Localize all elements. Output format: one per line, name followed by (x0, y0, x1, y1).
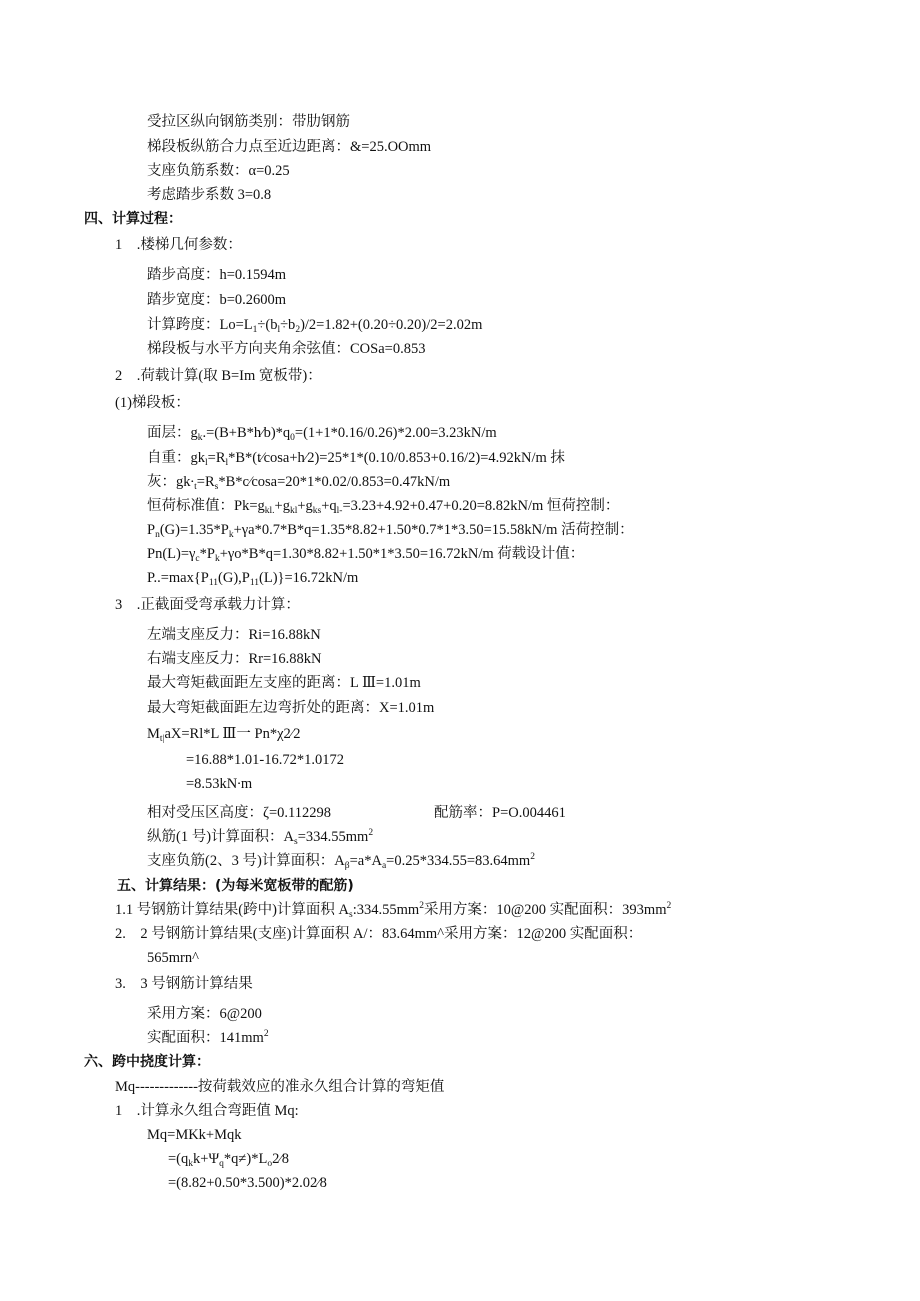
param-rebar-type: 受拉区纵向钢筋类别：带肋钢筋 (147, 114, 350, 130)
param-step-coef: 考虑踏步系数 3=0.8 (147, 187, 272, 203)
result-rebar-3: 3. 3 号钢筋计算结果 (115, 976, 253, 992)
self-weight: 自重：$gk_l=R_l*B*(t∕\cos a+h∕2)=25*1*(0.10/0.853+0.16/2)=4.92kN/m$ 抹 (147, 450, 565, 468)
section-4-heading: 四、计算过程： (84, 211, 182, 227)
result-rebar-2: 2. 2 号钢筋计算结果(支座)计算面积 A/：83.64mm^采用方案：12@200 实配面积： (115, 926, 643, 942)
step-width: 踏步宽度：b=0.2600m (147, 292, 287, 308)
mq-formula-1: Mq=MKk+Mqk (147, 1127, 242, 1143)
reinforcement-ratio: 配筋率：P=O.004461 (434, 805, 566, 821)
param-support-coef: 支座负筋系数：α=0.25 (147, 163, 290, 179)
plaster-load: 灰：$gk\cdot_t=R_s*B*c∕\cos a=20*1*0.02/0.853=0.47kN/m$ (147, 474, 451, 492)
left-reaction: 左端支座反力：Ri=16.88kN (147, 627, 321, 643)
load-title: 2 .荷载计算(取 B=Im 宽板带)： (115, 368, 322, 384)
moment-calc-1: =16.88*1.01-16.72*1.0172 (186, 752, 345, 768)
design-load: $P..=\max\{P_{11}(G),P_{11}(L)\}=16.72kN/m$ (147, 570, 359, 588)
mq-title: 1 .计算永久组合弯距值 Mq: (115, 1103, 299, 1119)
rebar-3-area: 实配面积：$141mm^2$ (147, 1029, 269, 1046)
right-reaction: 右端支座反力：Rr=16.88kN (147, 651, 322, 667)
compression-zone-height: 相对受压区高度：ζ=0.112298 (147, 805, 332, 821)
section-5-heading: 五、计算结果：(为每米宽板带的配筋) (117, 878, 354, 894)
mq-definition: Mq-------------按荷载效应的准永久组合计算的弯矩值 (115, 1079, 445, 1095)
mq-formula-3: =(8.82+0.50*3.500)*2.02∕8 (168, 1175, 327, 1191)
dead-control: $P_n(G)=1.35*P_k+\gamma a*0.7*B*q=1.35*8.82+1.50*0.7*1*3.50=15.58kN/m$ 活荷控制： (147, 522, 634, 540)
mmax-distance: 最大弯矩截面距左支座的距离：L Ⅲ=1.01m (147, 675, 421, 691)
moment-calc-2: =8.53kN∙m (186, 776, 253, 792)
result-rebar-1: 1.1 号钢筋计算结果(跨中)计算面积 $A_s:334.55mm^2$采用方案：10@200 实配面积：$393mm^2$ (115, 901, 672, 920)
surface-load: 面层：$g_k.=(B+B*h∕b)*q_0=(1+1*0.16/0.26)*2.00=3.23kN/m$ (147, 425, 497, 443)
support-rebar-area: 支座负筋(2、3 号)计算面积：$A_\beta=a*A_a=0.25*334.55=83.64mm^2$ (147, 852, 535, 871)
mq-formula-2: $=(q_kk+\Psi_q*q\ne)*L_o2∕8$ (168, 1151, 289, 1169)
section-6-heading: 六、跨中挠度计算： (84, 1054, 210, 1070)
step-height: 踏步高度：h=0.1594m (147, 267, 287, 283)
main-rebar-area: 纵筋(1 号)计算面积：$A_s=334.55mm^2$ (147, 828, 374, 847)
param-cover: 梯段板纵筋合力点至近边距离：&=25.OOmm (147, 139, 432, 155)
slab-title: (1)梯段板： (115, 395, 190, 411)
dead-load-std: 恒荷标准值：$Pk=g_{kl.}+g_{kl}+g_{ks}+q_{l-}=3.23+4.92+0.47+0.20=8.82kN/m$ 恒荷控制： (147, 498, 620, 516)
bending-title: 3 .正截面受弯承载力计算： (115, 597, 300, 613)
result-rebar-2-area: 565mrn^ (147, 950, 199, 966)
live-control: $Pn(L)=\gamma_c*P_k+\gamma o*B*q=1.30*8.82+1.50*1*3.50=16.72kN/m$ 荷载设计值： (147, 546, 585, 564)
geometry-title: 1 .楼梯几何参数： (115, 237, 242, 253)
rebar-3-scheme: 采用方案：6@200 (147, 1006, 262, 1022)
cos-angle: 梯段板与水平方向夹角余弦值：COSa=0.853 (147, 341, 426, 357)
mmax-fold-distance: 最大弯矩截面距左边弯折处的距离：X=1.01m (147, 700, 435, 716)
span-formula: 计算跨度：$Lo=L_1\div(b_l\div b_2)/2=1.82+(0.20\div 0.20)/2=2.02m$ (147, 317, 483, 335)
moment-formula: $M_{t|}aX=Rl*L$ Ⅲ一 Pn*χ2∕2 (147, 726, 301, 744)
